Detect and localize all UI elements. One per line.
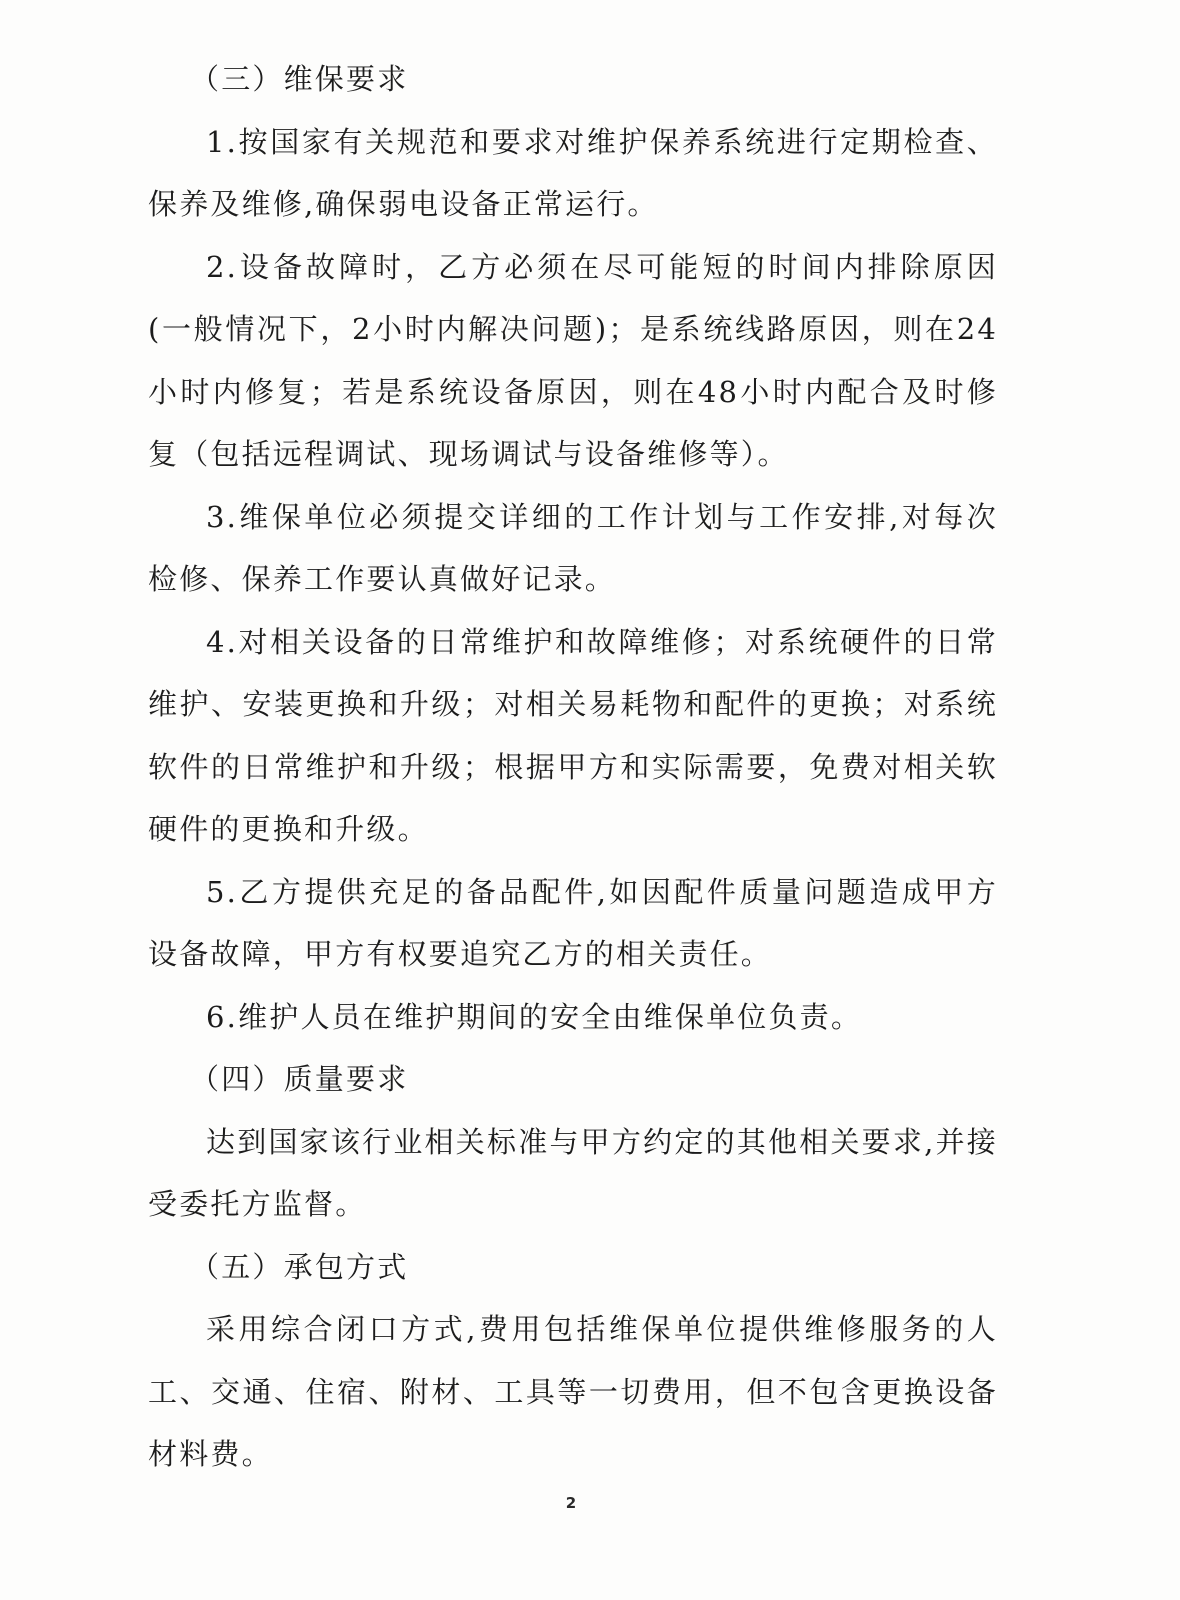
paragraph-item-3: 3.维保单位必须提交详细的工作计划与工作安排,对每次检修、保养工作要认真做好记录。 xyxy=(148,499,998,596)
paragraph-contract-method: 采用综合闭口方式,费用包括维保单位提供维修服务的人工、交通、住宿、附材、工具等一切费用，但不包含更换设备材料费。 xyxy=(148,1312,998,1471)
page-number: 2 xyxy=(565,1494,577,1512)
section-heading-contract-method: （五）承包方式 xyxy=(190,1249,409,1284)
paragraph-item-2: 2.设备故障时，乙方必须在尽可能短的时间内排除原因(一般情况下，2小时内解决问题)；是系统线路原因，则在24小时内修复；若是系统设备原因，则在48小时内配合及时修复（包括远程调试、现场调试与设备维修等）。 xyxy=(148,249,998,471)
paragraph-quality: 达到国家该行业相关标准与甲方约定的其他相关要求,并接受委托方监督。 xyxy=(148,1124,998,1221)
paragraph-item-6: 6.维护人员在维护期间的安全由维保单位负责。 xyxy=(206,999,863,1034)
paragraph-item-4: 4.对相关设备的日常维护和故障维修；对系统硬件的日常维护、安装更换和升级；对相关易耗物和配件的更换；对系统软件的日常维护和升级；根据甲方和实际需要，免费对相关软硬件的更换和升级。 xyxy=(148,624,998,846)
section-heading-quality-requirements: （四）质量要求 xyxy=(190,1062,409,1096)
paragraph-item-1: 1.按国家有关规范和要求对维护保养系统进行定期检查、保养及维修,确保弱电设备正常运行。 xyxy=(148,124,998,221)
paragraph-item-5: 5.乙方提供充足的备品配件,如因配件质量问题造成甲方设备故障，甲方有权要追究乙方的相关责任。 xyxy=(148,874,998,971)
section-heading-maintenance-requirements: （三）维保要求 xyxy=(190,62,409,96)
document-body xyxy=(148,48,998,1486)
